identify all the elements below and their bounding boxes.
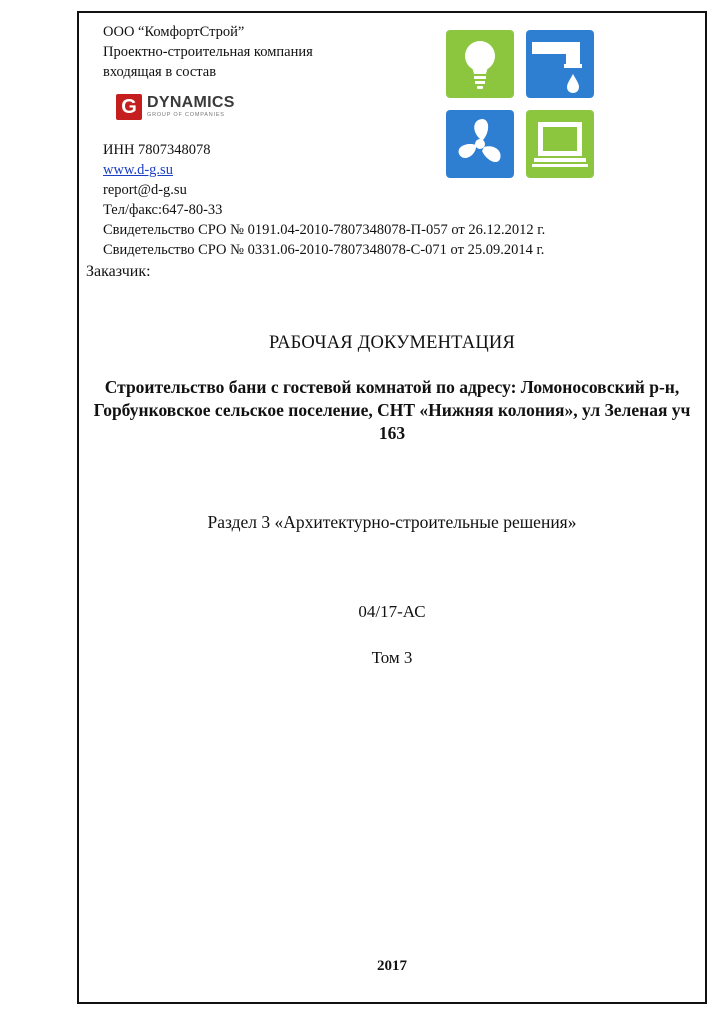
year: 2017 (377, 958, 407, 974)
logo-mark-icon: G (116, 94, 142, 120)
logo-name: DYNAMICS (147, 94, 235, 111)
fan-icon (446, 110, 514, 178)
lightbulb-tile (446, 30, 514, 98)
phone: Тел/факс:647-80-33 (103, 202, 223, 218)
monitor-tile (526, 110, 594, 178)
fan-tile (446, 110, 514, 178)
company-description-group: входящая в состав (103, 64, 217, 80)
document-type: РАБОЧАЯ ДОКУМЕНТАЦИЯ (269, 333, 515, 353)
water-tap-tile (526, 30, 594, 98)
company-header (103, 22, 313, 82)
logo-subtitle: GROUP OF COMPANIES (147, 112, 225, 118)
project-title: Строительство бани с гостевой комнатой по адресу: Ломоносовский р-н, Горбунковское сельское поселение, СНТ «Нижняя колония», ул Зеленая уч 163 (93, 377, 691, 443)
dynamics-logo (116, 94, 235, 120)
company-name: ООО “КомфортСтрой” (103, 24, 245, 40)
document-code: 04/17-АС (358, 602, 426, 621)
lightbulb-icon (446, 30, 514, 98)
website-link[interactable]: www.d-g.su (103, 162, 173, 178)
water-tap-icon (526, 30, 594, 98)
sro-certificate-2: Свидетельство СРО № 0331.06-2010-7807348078-С-071 от 25.09.2014 г. (103, 242, 545, 258)
email: report@d-g.su (103, 182, 187, 198)
service-tiles (446, 30, 596, 182)
inn: ИНН 7807348078 (103, 142, 211, 158)
company-description: Проектно-строительная компания (103, 44, 313, 60)
volume-number: Том 3 (371, 648, 413, 667)
sro-certificate-1: Свидетельство СРО № 0191.04-2010-7807348078-П-057 от 26.12.2012 г. (103, 222, 546, 238)
section-title: Раздел 3 «Архитектурно-строительные решения» (207, 512, 577, 532)
customer-label: Заказчик: (86, 263, 151, 280)
monitor-icon (526, 110, 594, 178)
